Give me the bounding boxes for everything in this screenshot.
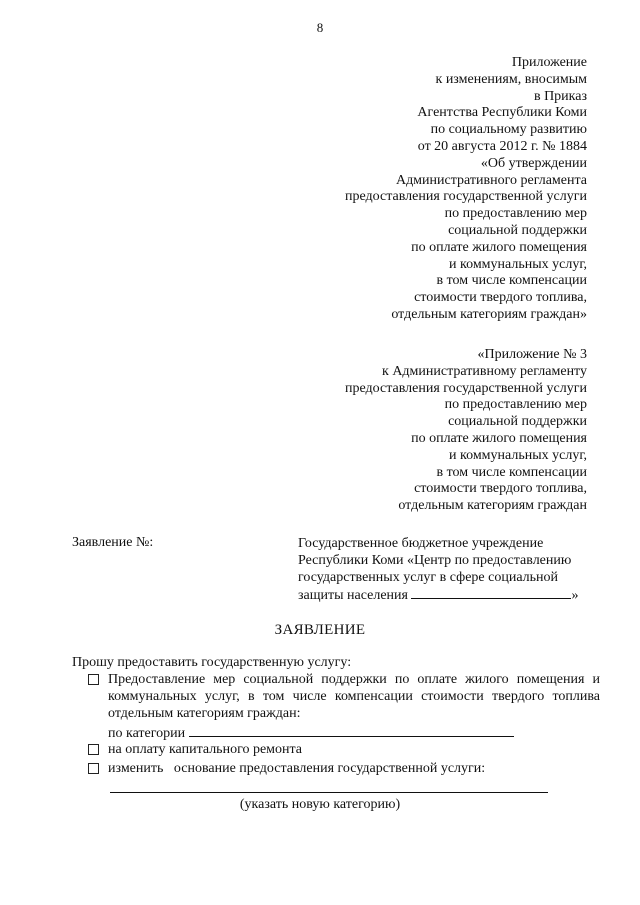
category-line (108, 724, 514, 742)
new-category-blank-field[interactable] (110, 792, 548, 793)
option-change-basis-text: изменить основание предоставления государственной услуги: (108, 761, 486, 776)
option-change-basis (88, 760, 485, 777)
appendix-3-line: «Приложение № 3 (477, 347, 587, 362)
appendix-3-line: и коммунальных услуг, (449, 447, 587, 463)
page-number: 8 (316, 20, 324, 35)
option-capital-repair (88, 741, 302, 758)
option-capital-repair-text: на оплату капитального ремонта (108, 742, 303, 757)
appendix-3-line: социальной поддержки (448, 414, 587, 430)
appendix-header-line: предоставления государственной услуги (345, 189, 587, 205)
form-title: ЗАЯВЛЕНИЕ (274, 622, 366, 638)
appendix-header-line: по оплате жилого помещения (411, 239, 587, 255)
recipient-blank-field[interactable] (411, 586, 571, 599)
appendix-3-line: по оплате жилого помещения (411, 430, 587, 446)
appendix-header-line: к изменениям, вносимым (435, 71, 587, 87)
recipient-line: Государственное бюджетное учреждение (298, 536, 544, 551)
appendix-header-line: социальной поддержки (448, 222, 587, 238)
appendix-3-line: стоимости твердого топлива, (414, 481, 587, 497)
appendix-3-line: по предоставлению мер (444, 397, 587, 413)
appendix-3-line: к Административному регламенту (382, 363, 587, 379)
category-blank-field[interactable] (189, 724, 514, 737)
recipient-block (298, 535, 578, 604)
checkbox-change-basis[interactable] (88, 763, 99, 774)
appendix-header-line: стоимости твердого топлива, (414, 290, 587, 306)
recipient-line: Республики Коми «Центр по предоставлению (298, 553, 572, 568)
category-label: по категории (108, 726, 186, 741)
appendix-3-header (345, 347, 587, 515)
recipient-line (298, 586, 578, 604)
option-social-support (88, 671, 600, 722)
recipient-line-end: » (571, 588, 579, 603)
checkbox-social-support[interactable] (88, 674, 99, 685)
new-category-hint: (указать новую категорию) (239, 797, 401, 812)
appendix-3-line: отдельным категориям граждан (398, 498, 587, 514)
appendix-header-line: и коммунальных услуг, (449, 256, 587, 272)
request-intro: Прошу предоставить государственную услугу: (72, 655, 352, 670)
application-number-label: Заявление №: (72, 535, 154, 550)
appendix-header-line: в том числе компенсации (436, 273, 587, 289)
recipient-line-start: защиты населения (298, 588, 408, 603)
appendix-header-line: в Приказ (533, 88, 587, 104)
appendix-header-line: Административного регламента (395, 172, 587, 188)
appendix-header-line: Агентства Республики Коми (417, 105, 587, 121)
appendix-header (345, 55, 587, 324)
option-social-support-text: Предоставление мер социальной поддержки по оплате жилого помещения и коммунальных услуг, в том числе компенсации стоимости твердого топлива отдельным категориям граждан: (108, 672, 600, 721)
appendix-header-line: по социальному развитию (430, 122, 587, 138)
appendix-header-line: Приложение (511, 55, 587, 70)
appendix-header-line: «Об утверждении (480, 155, 587, 171)
checkbox-capital-repair[interactable] (88, 744, 99, 755)
recipient-line: государственных услуг в сфере социальной (298, 570, 559, 585)
appendix-header-line: отдельным категориям граждан» (391, 306, 587, 322)
appendix-3-line: в том числе компенсации (436, 464, 587, 480)
appendix-header-line: от 20 августа 2012 г. № 1884 (417, 138, 587, 154)
appendix-header-line: по предоставлению мер (444, 206, 587, 222)
appendix-3-line: предоставления государственной услуги (345, 380, 587, 396)
